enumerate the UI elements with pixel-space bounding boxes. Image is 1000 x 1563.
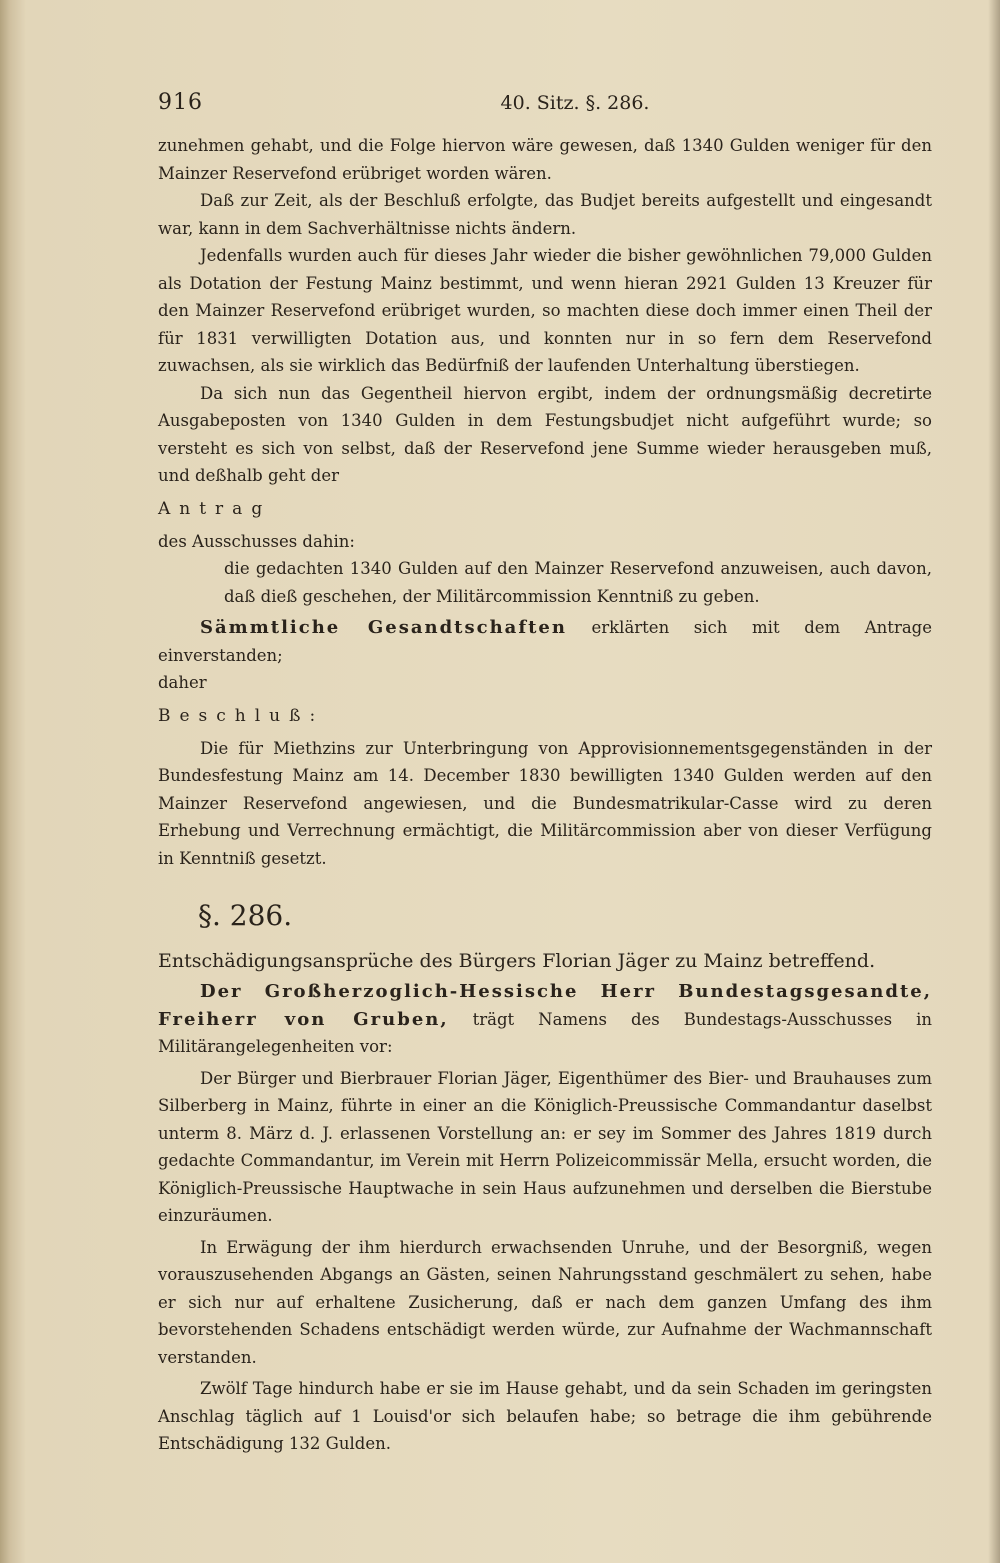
paragraph: Daß zur Zeit, als der Beschluß erfolgte, das Budjet bereits aufgestellt und eingesandt war, kann in dem Sachverhältnisse nichts ändern. [158, 191, 932, 238]
paragraph: In Erwägung der ihm hierdurch erwachsenden Unruhe, und der Besorgniß, wegen vorauszusehenden Abgangs an Gästen, seinen Nahrungsstand geschmälert zu sehen, habe er sich nur auf erhaltene Zusicherung, daß er nach dem ganzen Umfang des ihm bevorstehenden Schadens entschädigt werden würde, zur Aufnahme der Wachmannschaft verstanden. [158, 1237, 932, 1367]
speaker-name: Der Großherzoglich-Hessische Herr Bundestagsgesandte, Freiherr von Gruben, [158, 981, 932, 1030]
page-edge-shadow [988, 0, 1000, 1563]
paragraph: Der Bürger und Bierbrauer Florian Jäger, Eigenthümer des Bier- und Brauhauses zum Silberberg in Mainz, führte in einer an die Königlich-Preussische Commandantur daselbst unterm 8. März d. J. erlassenen Vorstellung an: er sey im Sommer des Jahres 1819 durch gedachte Commandantur, im Verein mit Herrn Polizeicommissär Mella, ersucht worden, die Königlich-Preussische Hauptwache in sein Haus aufzunehmen und derselben die Bierstube einzuräumen. [158, 1068, 932, 1225]
section-title: Entschädigungsansprüche des Bürgers Florian Jäger zu Mainz betreffend. [158, 950, 876, 972]
section-number: §. 286. [198, 899, 293, 932]
page-number: 916 [158, 90, 203, 115]
paragraph: Da sich nun das Gegentheil hiervon ergibt, indem der ordnungsmäßig decretirte Ausgabeposten von 1340 Gulden in dem Festungsbudjet nicht aufgeführt wurde; so versteht es sich von selbst, daß der Reservefond jene Summe wieder herausgeben muß, und deßhalb geht der [158, 383, 932, 485]
speaker-rest: trägt Namens des Bundestags-Ausschusses in Militärangelegenheiten vor: [158, 1009, 932, 1056]
beschluss-text: Die für Miethzins zur Unterbringung von Approvisionnementsgegenständen in der Bundesfestung Mainz am 14. December 1830 bewilligten 1340 Gulden werden auf den Mainzer Reservefond angewiesen, und die Bundesmatrikular-Casse wird zu deren Erhebung und Verrechnung ermächtigt, die Militärcommission aber von dieser Verfügung in Kenntniß gesetzt. [158, 738, 932, 868]
paragraph-continuation: zunehmen gehabt, und die Folge hiervon wäre gewesen, daß 1340 Gulden weniger für den Mainzer Reservefond erübriget worden wären. [158, 136, 932, 183]
beschluss-heading: Beschluß: [158, 705, 325, 726]
page-content [158, 90, 932, 1458]
antrag-lead: des Ausschusses dahin: [158, 531, 355, 551]
consent-daher: daher [158, 673, 207, 692]
paragraph: Jedenfalls wurden auch für dieses Jahr wieder die bisher gewöhnlichen 79,000 Gulden als Dotation der Festung Mainz bestimmt, und wenn hieran 2921 Gulden 13 Kreuzer für den Mainzer Reservefond erübriget wurden, so machten diese doch immer einen Theil der für 1831 verwilligten Dotation aus, und konnten nur in so fern dem Reservefond zuwachsen, als sie wirklich das Bedürfniß der laufenden Unterhaltung überstiegen. [158, 246, 932, 375]
paragraph: Zwölf Tage hindurch habe er sie im Hause gehabt, und da sein Schaden im geringsten Anschlag täglich auf 1 Louisd'or sich belaufen habe; so betrage die ihm gebührende Entschädigung 132 Gulden. [158, 1379, 932, 1453]
consent-subject: Sämmtliche Gesandtschaften [200, 617, 567, 638]
speaker-paragraph [158, 978, 932, 1061]
consent-statement [158, 614, 932, 669]
antrag-heading: Antrag [158, 498, 272, 519]
page-header [158, 90, 932, 128]
running-head: 40. Sitz. §. 286. [500, 92, 650, 114]
antrag-text: die gedachten 1340 Gulden auf den Mainzer Reservefond anzuweisen, auch davon, daß dieß geschehen, der Militärcommission Kenntniß zu geben. [224, 559, 932, 606]
consent-rest: erklärten sich mit dem Antrage einverstanden; [158, 618, 932, 665]
